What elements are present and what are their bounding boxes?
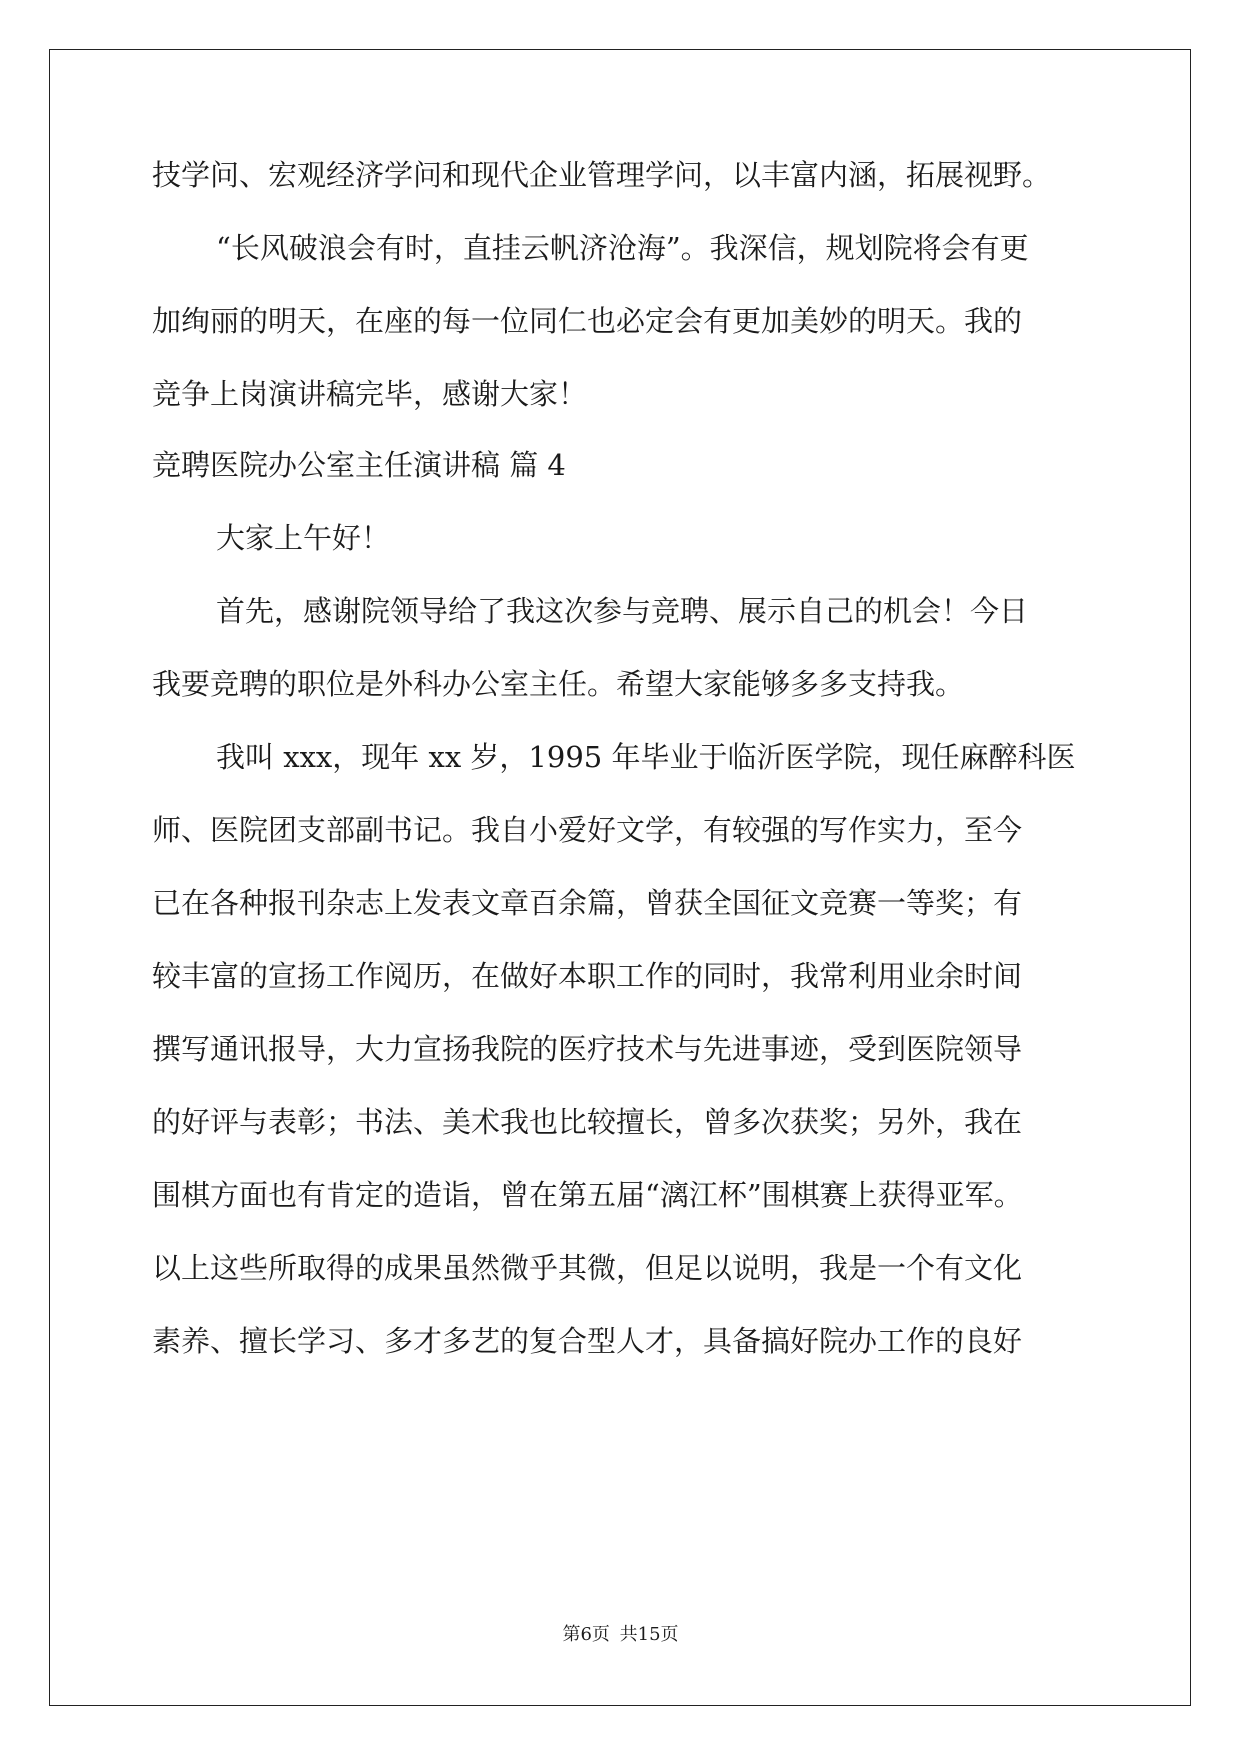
text-line: 首先，感谢院领导给了我这次参与竞聘、展示自己的机会！今日 (216, 594, 1029, 628)
text-line: 较丰富的宣扬工作阅历，在做好本职工作的同时，我常利用业余时间 (152, 959, 1023, 993)
text-line: 的好评与表彰；书法、美术我也比较擅长，曾多次获奖；另外，我在 (152, 1105, 1023, 1139)
text-line: “长风破浪会有时，直挂云帆济沧海”。我深信，规划院将会有更 (216, 231, 1029, 265)
text-line: 以上这些所取得的成果虽然微乎其微，但足以说明，我是一个有文化 (152, 1251, 1023, 1285)
page-border (49, 49, 1191, 1706)
text-line: 素养、擅长学习、多才多艺的复合型人才，具备搞好院办工作的良好 (152, 1324, 1023, 1358)
text-line: 我叫 xxx，现年 xx 岁，1995 年毕业于临沂医学院，现任麻醉科医 (216, 740, 1076, 774)
text-line: 围棋方面也有肯定的造诣，曾在第五届“漓江杯”围棋赛上获得亚军。 (152, 1178, 1023, 1212)
text-line: 已在各种报刊杂志上发表文章百余篇，曾获全国征文竞赛一等奖；有 (152, 886, 1023, 920)
page-total: 共15页 (619, 1624, 679, 1645)
text-line: 我要竞聘的职位是外科办公室主任。希望大家能够多多支持我。 (152, 667, 965, 701)
page-number: 第6页 (562, 1624, 610, 1645)
text-line: 竞争上岗演讲稿完毕，感谢大家！ (152, 377, 588, 411)
page-footer (0, 1620, 1241, 1646)
text-line: 大家上午好！ (216, 521, 391, 555)
section-heading: 竞聘医院办公室主任演讲稿 篇 4 (152, 448, 566, 482)
text-line: 技学问、宏观经济学问和现代企业管理学问，以丰富内涵，拓展视野。 (152, 158, 1052, 192)
text-line: 撰写通讯报导，大力宣扬我院的医疗技术与先进事迹，受到医院领导 (152, 1032, 1023, 1066)
text-line: 师、医院团支部副书记。我自小爱好文学，有较强的写作实力，至今 (152, 813, 1023, 847)
text-line: 加绚丽的明天，在座的每一位同仁也必定会有更加美妙的明天。我的 (152, 304, 1023, 338)
